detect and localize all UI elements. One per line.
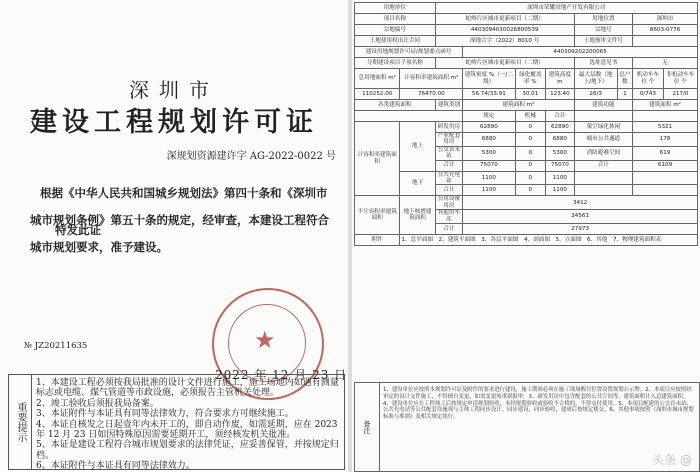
- permit-certificate-page: [0, 0, 348, 472]
- table-cell: 地下: [400, 171, 435, 196]
- table-cell: 总户数: [617, 69, 632, 89]
- certificate-code: JZ20211635: [34, 341, 88, 351]
- table-cell: 蛇岭片区城市更新项目（二期）: [435, 58, 574, 69]
- table-row: [355, 171, 698, 185]
- table-cell: 0/743: [633, 89, 664, 100]
- important-notes-box: [8, 374, 345, 470]
- table-row: [355, 122, 698, 133]
- document-number: 深规划资源建许字 AG-2022-0022 号: [166, 151, 336, 162]
- table-cell: 研发用房: [435, 122, 463, 133]
- table-cell: 深圳市荣耀房地产开发有限公司: [435, 3, 697, 14]
- table-cell: 城市公共通道: [574, 133, 632, 147]
- project-spec-table: [354, 2, 698, 246]
- note-item: 3、本证附件与本证具有同等法律效力，符合要求方可继续施工。: [36, 409, 294, 420]
- table-cell: 217/0: [663, 89, 697, 100]
- table-cell: 24561: [463, 210, 698, 224]
- table-cell: 26/3: [574, 89, 617, 100]
- table-row: [355, 36, 698, 47]
- table-cell: [574, 185, 632, 196]
- official-seal: ★: [212, 288, 324, 400]
- table-cell: 62890: [546, 122, 575, 133]
- table-cell: 公共充电站: [435, 171, 463, 185]
- table-cell: 5321: [633, 122, 698, 133]
- note-item: 5、本证是建设工程符合城市规划要求的法律凭证，应妥善保管，并按规定归档。: [36, 440, 339, 461]
- table-cell: 1、总平面图 2、建筑平面图 3、各层平面图 4、剖面图 5、立面图 6、其他 7、物理建筑面积表: [400, 235, 698, 246]
- certificate-code-row: [24, 341, 87, 351]
- table-cell: 合计: [435, 185, 463, 196]
- table-cell: 0: [515, 122, 546, 133]
- table-cell: 合计: [435, 160, 463, 171]
- table-cell: 各类建筑面积: [355, 100, 436, 111]
- table-cell: 蛇岭片区城市更新项目（二期）: [435, 14, 574, 25]
- table-cell: 规定: [463, 111, 515, 122]
- table-cell: 计容积率建筑面积 m²: [400, 69, 463, 89]
- table-cell: 1100: [463, 185, 515, 196]
- table-cell: 选址意见书: [574, 58, 632, 69]
- table-cell: 440309202200065: [463, 47, 698, 58]
- table-cell: [633, 36, 698, 47]
- certificate-title: 建设工程规划许可证: [30, 107, 318, 138]
- important-notes-list: [36, 378, 341, 472]
- table-cell: 5300: [463, 146, 515, 160]
- table-cell: 0: [515, 160, 546, 171]
- table-cell: 建筑密度 %（一/二级）: [463, 69, 515, 89]
- table-cell: 无: [633, 58, 698, 69]
- table-cell: 宗地号: [574, 25, 632, 36]
- table-cell: 公交首末站: [435, 146, 463, 160]
- remarks-text: 1、建设单位应按照本规划许可证及附件的要求进行建设，施工期间必须在施工现场醒目位置设置规划公示牌。2、本项目应按照经审定的设计文件施工，不得擅自变更，如需变更须重新报审。3、研发用房中包含配套的公共空间等，建筑面积计入总建筑面积。4、建设单位应在工程竣工后按规定申请规划验收，未经规划验收或验收不合格的，不得交付使用。5、本项目配建的公交首末站、公共充电站等公共配套设施须与主体工程同步设计、同步建设、同步验收，建成后按规定移交。6、其他事项按照《深圳市城市规划标准与准则》及相关规定执行。: [383, 387, 694, 421]
- table-cell: 4403094030026800539: [435, 25, 574, 36]
- certificate-code-label: №: [24, 341, 33, 351]
- table-cell: 建筑面积 m²: [463, 100, 574, 111]
- table-cell: 0: [515, 133, 546, 147]
- table-cell: 建设用地规划许可证/规划要点函号: [355, 47, 463, 58]
- table-cell: 1: [617, 89, 632, 100]
- permit-body-text: 根据《中华人民共和国城乡规划法》第四十条和《深圳市城市规划条例》第五十条的规定，经审查，本建设工程符合城市规划要求，准予建设。: [30, 186, 329, 254]
- table-cell: 绿化覆盖率 %: [515, 69, 546, 89]
- table-cell: 分期建设项目子项名称: [355, 58, 436, 69]
- table-cell: 机动车车位 个: [633, 69, 664, 89]
- watermark: 头条 @: [652, 453, 692, 467]
- table-cell: 30.01: [515, 89, 546, 100]
- remarks-box: [354, 382, 700, 472]
- table-row: [355, 100, 698, 111]
- table-cell: [633, 185, 698, 196]
- table-cell: 其他用车库: [435, 210, 463, 224]
- table-cell: 建筑功能: [574, 100, 632, 111]
- table-cell: 宗地编号: [355, 25, 436, 36]
- table-cell: [633, 111, 698, 122]
- table-cell: 110252.00: [355, 89, 400, 100]
- table-cell: 最大层数（地上/地下）: [574, 69, 617, 89]
- table-cell: 产业配套用房: [435, 133, 463, 147]
- table-cell: [574, 171, 632, 185]
- table-cell: 深圳市: [633, 14, 698, 25]
- table-cell: 架空绿化休闲: [574, 122, 632, 133]
- table-cell: 5300: [546, 146, 575, 160]
- table-cell: 75070: [546, 160, 575, 171]
- table-cell: 1100: [546, 171, 575, 185]
- table-cell: 8603-0776: [633, 25, 698, 36]
- table-cell: 用地单位: [355, 3, 436, 14]
- table-cell: [355, 111, 463, 122]
- table-cell: 合计: [435, 224, 463, 235]
- table-cell: 机械: [515, 111, 546, 122]
- table-cell: 土地预审文件号: [574, 36, 632, 47]
- remarks-label: 备注: [355, 383, 380, 471]
- table-cell: 76470.00: [400, 89, 463, 100]
- table-row: [355, 196, 698, 210]
- issue-statement: 特发此证: [55, 223, 101, 237]
- table-row: [355, 47, 698, 58]
- table-cell: 建筑面积 m²: [633, 100, 698, 111]
- table-cell: 1100: [463, 171, 515, 185]
- table-cell: 6109: [633, 160, 698, 171]
- note-item: 1、本建设工程必须按我局批准的设计文件进行施工，施工场地内如遇有测量标志或电缆、煤气管道等市政设施，必须报告主管机关处理。: [36, 378, 339, 399]
- table-cell: 土地使用权出让合同: [355, 36, 436, 47]
- table-cell: 1100: [546, 185, 575, 196]
- table-cell: 178: [633, 133, 698, 147]
- table-cell: 62890: [463, 122, 515, 133]
- important-notes-header: 重要提示: [9, 375, 32, 469]
- table-cell: 56.74/33.91: [463, 89, 515, 100]
- table-row: [355, 69, 698, 89]
- table-row: [355, 14, 698, 25]
- table-cell: 项目名称: [355, 14, 436, 25]
- table-cell: 非机动车车位 个: [663, 69, 697, 89]
- table-row: [355, 235, 698, 246]
- table-cell: 建筑类别: [435, 100, 463, 111]
- table-cell: 总用地面积 m²: [355, 69, 400, 89]
- table-cell: 附件: [355, 235, 400, 246]
- table-cell: 619: [633, 146, 698, 160]
- issue-date: 2022 年 12 月 23 日: [215, 368, 348, 382]
- table-cell: 建筑高度 m: [546, 69, 575, 89]
- note-item: 4、本证自核发之日起壹年内未开工的，即自动作废，如需延期，应在 2023 年 12 月 23 日如因特殊原因需要延期开工，须经核发机关批准。: [36, 419, 338, 441]
- table-cell: 消防避难空间: [574, 146, 632, 160]
- table-cell: 不计容积率建筑面积: [355, 196, 400, 235]
- table-row: [355, 111, 698, 122]
- table-cell: 75070: [463, 160, 515, 171]
- table-cell: 深地合字（2022）8010 号: [435, 36, 574, 47]
- table-cell: 0: [515, 171, 546, 185]
- table-cell: [633, 171, 698, 185]
- note-item: 2、竣工验收后须报我局备案。: [36, 398, 159, 409]
- table-cell: 合计: [546, 111, 575, 122]
- table-row: [355, 89, 698, 100]
- table-cell: 用地位置: [574, 14, 632, 25]
- city-title: 深圳市: [129, 78, 219, 102]
- table-cell: 6880: [546, 133, 575, 147]
- table-cell: 123.40: [546, 89, 575, 100]
- note-item: 6、本证附件与本证具有同等法律效力。: [36, 461, 195, 472]
- table-cell: 3412: [463, 196, 698, 210]
- table-cell: 27973: [463, 224, 698, 235]
- table-cell: [574, 111, 632, 122]
- table-cell: 地上: [400, 122, 435, 172]
- table-cell: 合计: [574, 160, 632, 171]
- table-cell: 地下核增建筑面积: [400, 196, 435, 235]
- table-cell: 公用设备用房: [435, 196, 463, 210]
- table-cell: 6880: [463, 133, 515, 147]
- table-row: [355, 25, 698, 36]
- permit-spec-page: [352, 0, 700, 472]
- table-cell: 0: [515, 146, 546, 160]
- table-cell: 计容积率建筑面积: [355, 122, 400, 196]
- table-row: [355, 58, 698, 69]
- table-cell: 0: [515, 185, 546, 196]
- table-row: [355, 3, 698, 14]
